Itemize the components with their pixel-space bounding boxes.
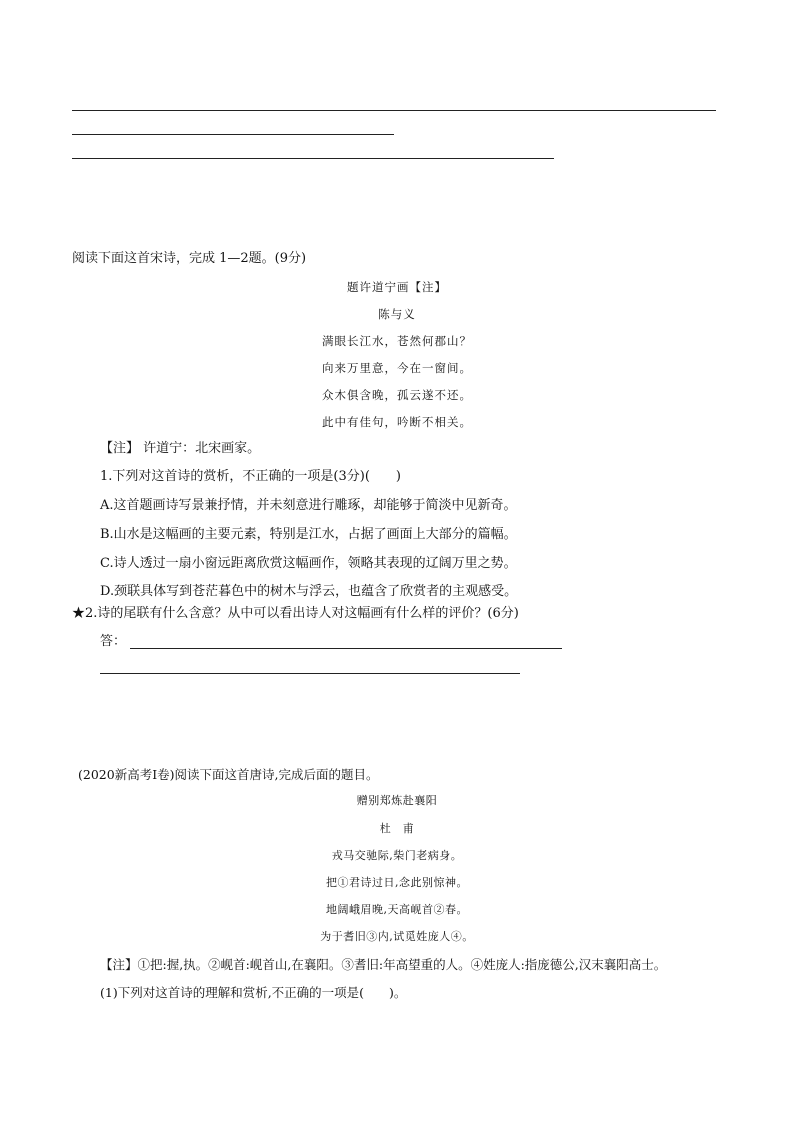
question-1: (1)下列对这首诗的理解和赏析,不正确的一项是( )。 bbox=[100, 985, 407, 1000]
answer-label: 答： bbox=[100, 634, 127, 649]
section-intro: (2020新高考Ⅰ卷)阅读下面这首唐诗,完成后面的题目。 bbox=[78, 767, 379, 782]
poem-note: 【注】 许道宁：北宋画家。 bbox=[100, 441, 261, 456]
poem-title: 题许道宁画【注】 bbox=[347, 280, 447, 294]
option-b: B.山水是这幅画的主要元素，特别是江水，占据了画面上大部分的篇幅。 bbox=[100, 527, 517, 542]
poem-line: 此中有佳句，吟断不相关。 bbox=[322, 415, 472, 429]
poem-line: 戎马交驰际,柴门老病身。 bbox=[331, 849, 463, 862]
poem-author: 陈与义 bbox=[378, 307, 416, 321]
answer-line bbox=[72, 134, 394, 135]
section-intro: 阅读下面这首宋诗，完成 1—2题。(9分) bbox=[72, 251, 307, 266]
poem-author: 杜 甫 bbox=[379, 822, 415, 835]
poem-line: 满眼长江水，苍然何郡山？ bbox=[322, 334, 472, 348]
poem-line: 地阔峨眉晚,天高岘首②春。 bbox=[326, 903, 468, 916]
answer-line bbox=[72, 110, 716, 111]
poem-title: 赠别郑炼赴襄阳 bbox=[356, 794, 438, 807]
poem-line: 为于耆旧③内,试觅姓庞人④。 bbox=[320, 930, 474, 943]
option-a: A.这首题画诗写景兼抒情，并未刻意进行雕琢，却能够于简淡中见新奇。 bbox=[100, 498, 517, 513]
poem-note: 【注】①把:握,执。②岘首:岘首山,在襄阳。③耆旧:年高望重的人。④姓庞人:指庞德公,汉末襄阳高士。 bbox=[100, 957, 667, 972]
poem-line: 众木俱含晚，孤云遂不还。 bbox=[322, 388, 472, 402]
poem-line: 把①君诗过日,念此别惊神。 bbox=[326, 876, 468, 889]
question-1: 1.下列对这首诗的赏析，不正确的一项是(3分)( ) bbox=[100, 469, 401, 484]
poem-line: 向来万里意，今在一窗间。 bbox=[322, 361, 472, 375]
question-2: ★2.诗的尾联有什么含意？从中可以看出诗人对这幅画有什么样的评价？(6分) bbox=[72, 606, 519, 621]
option-c: C.诗人透过一扇小窗远距离欣赏这幅画作，领略其表现的辽阔万里之势。 bbox=[100, 556, 517, 571]
answer-line[interactable] bbox=[100, 673, 520, 674]
option-d: D.颈联具体写到苍茫暮色中的树木与浮云，也蕴含了欣赏者的主观感受。 bbox=[100, 584, 518, 599]
answer-line bbox=[72, 158, 554, 159]
answer-line[interactable] bbox=[130, 648, 562, 649]
